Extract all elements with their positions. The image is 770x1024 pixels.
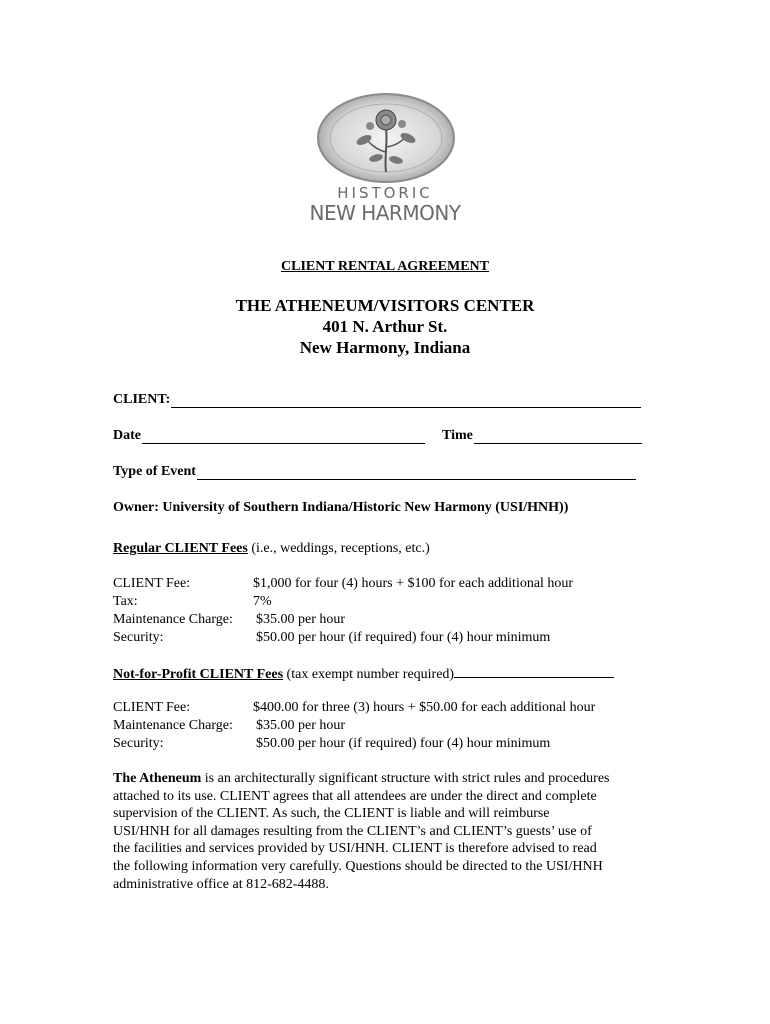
venue-address: 401 N. Arthur St. — [322, 317, 448, 336]
paragraph-line: the facilities and services provided by USI/HNH. CLIENT is therefore advised to read — [113, 841, 597, 857]
fee-value: $35.00 per hour — [256, 718, 346, 733]
time-input-line[interactable] — [474, 429, 642, 444]
fee-row — [113, 736, 673, 754]
fee-label: Security: — [113, 736, 164, 751]
date-field — [113, 428, 425, 444]
paragraph-line — [113, 770, 658, 788]
logo-new-harmony-text: NEW HARMONY — [309, 201, 461, 225]
fee-value: $35.00 per hour — [256, 612, 346, 627]
fee-value: $400.00 for three (3) hours + $50.00 for each additional hour — [253, 700, 596, 715]
fee-row — [113, 612, 673, 630]
date-label: Date — [113, 428, 141, 443]
nonprofit-fees-title: Not-for-Profit CLIENT Fees — [113, 667, 284, 682]
fee-row — [113, 576, 673, 594]
paragraph-line: attached to its use. CLIENT agrees that all attendees are under the direct and complete — [113, 788, 597, 804]
event-type-input-line[interactable] — [197, 465, 636, 480]
atheneum-lead: The Atheneum — [113, 771, 202, 786]
fee-label: Maintenance Charge: — [113, 612, 233, 627]
paragraph-line: administrative office at 812-682-4488. — [113, 876, 329, 892]
paragraph-line: USI/HNH for all damages resulting from the CLIENT’s and CLIENT’s guests’ use of — [113, 823, 592, 839]
fee-row — [113, 700, 673, 718]
historic-new-harmony-logo — [290, 88, 480, 228]
client-field — [113, 392, 641, 408]
nonprofit-fees-heading — [113, 665, 614, 683]
client-label: CLIENT: — [113, 392, 171, 407]
regular-fees-title: Regular CLIENT Fees — [113, 541, 248, 556]
fee-label: Tax: — [113, 594, 138, 609]
fee-row — [113, 718, 673, 736]
fee-row — [113, 594, 673, 612]
paragraph-line-text: is an architecturally significant structure with strict rules and procedures — [201, 771, 610, 786]
fee-value: $1,000 for four (4) hours + $100 for each additional hour — [253, 576, 574, 591]
paragraph-line: supervision of the CLIENT. As such, the CLIENT is liable and will reimburse — [113, 806, 550, 822]
rose-emblem-icon — [316, 92, 456, 184]
owner-line: Owner: University of Southern Indiana/Historic New Harmony (USI/HNH)) — [113, 500, 569, 515]
fee-label: Security: — [113, 630, 164, 645]
fee-label: Maintenance Charge: — [113, 718, 233, 733]
time-field — [442, 428, 642, 444]
venue-city: New Harmony, Indiana — [299, 338, 471, 357]
paragraph-line: the following information very carefully. Questions should be directed to the USI/HNH — [113, 858, 603, 874]
fee-row — [113, 630, 673, 648]
time-label: Time — [442, 428, 473, 443]
nonprofit-fees-note: (tax exempt number required) — [283, 667, 455, 682]
fee-value: $50.00 per hour (if required) four (4) hour minimum — [256, 736, 551, 751]
fee-value: $50.00 per hour (if required) four (4) hour minimum — [256, 630, 551, 645]
logo-historic-text: HISTORIC — [337, 184, 433, 202]
atheneum-paragraph — [113, 770, 658, 893]
tax-exempt-number-line[interactable] — [454, 665, 614, 678]
client-input-line[interactable] — [171, 393, 641, 408]
regular-fees-note: (i.e., weddings, receptions, etc.) — [247, 541, 430, 556]
event-type-field — [113, 464, 636, 480]
fee-label: CLIENT Fee: — [113, 700, 191, 715]
venue-name: THE ATHENEUM/VISITORS CENTER — [235, 296, 535, 315]
document-title: CLIENT RENTAL AGREEMENT — [281, 259, 489, 274]
fee-label: CLIENT Fee: — [113, 576, 191, 591]
regular-fees-heading — [113, 541, 430, 557]
event-type-label: Type of Event — [113, 464, 196, 479]
fee-value: 7% — [253, 594, 272, 609]
venue-block — [0, 295, 770, 358]
date-input-line[interactable] — [142, 429, 425, 444]
